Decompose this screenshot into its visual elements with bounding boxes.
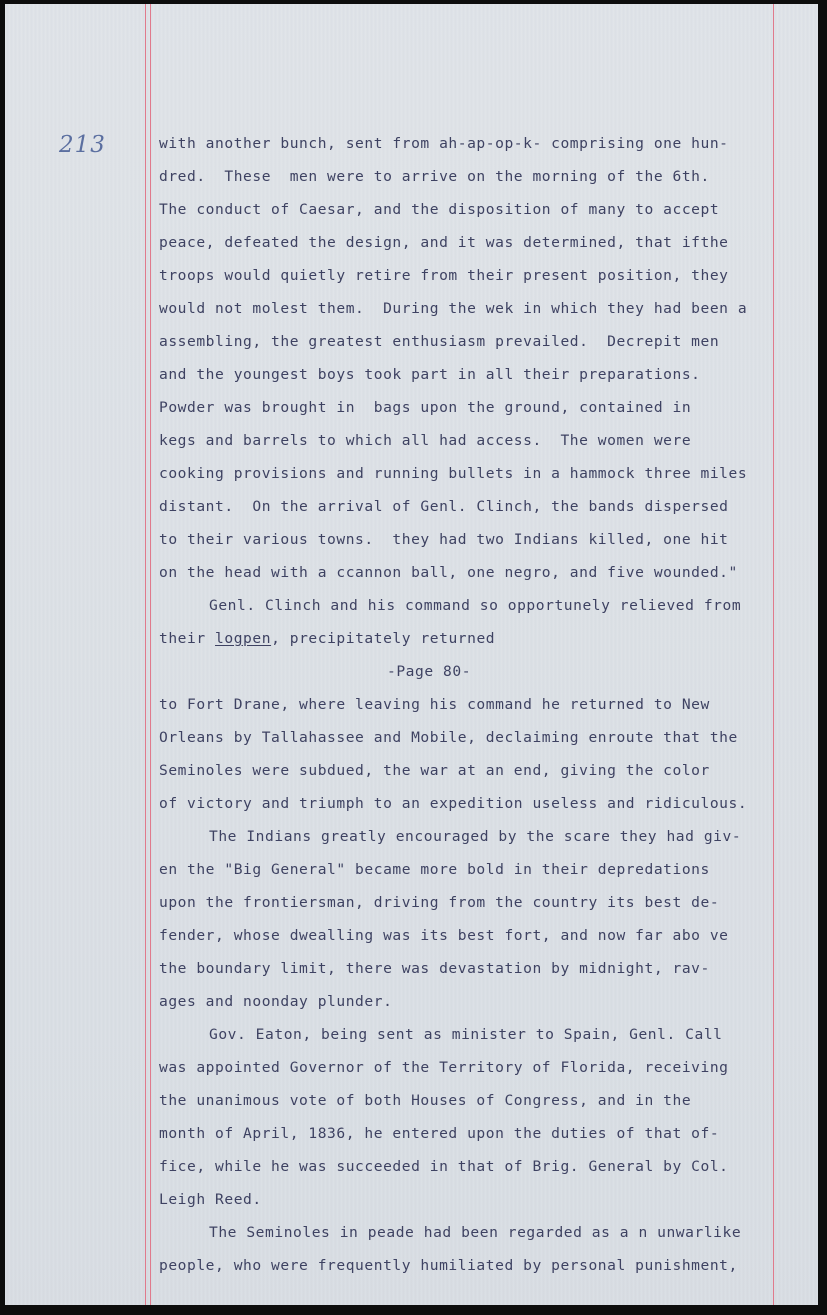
text-line: kegs and barrels to which all had access. The women were [159, 432, 692, 449]
text-line: was appointed Governor of the Territory of Florida, receiving [159, 1059, 729, 1076]
text-line: Orleans by Tallahassee and Mobile, declaiming enroute that the [159, 729, 738, 746]
text-line: Genl. Clinch and his command so opportunely relieved from [209, 597, 742, 614]
handwritten-page-number: 213 [59, 132, 106, 158]
text-line: The conduct of Caesar, and the disposition of many to accept [159, 201, 720, 218]
text-line: the boundary limit, there was devastation by midnight, rav- [159, 960, 710, 977]
text-line: The Seminoles in peade had been regarded as a n unwarlike [209, 1224, 742, 1241]
typewritten-page [5, 4, 818, 1305]
text-line: The Indians greatly encouraged by the scare they had giv- [209, 828, 742, 845]
text-line: would not molest them. During the wek in which they had been a [159, 300, 748, 317]
page-marker: -Page 80- [387, 663, 472, 680]
right-margin-rule [773, 4, 774, 1305]
text-line: upon the frontiersman, driving from the country its best de- [159, 894, 720, 911]
text-line: ages and noonday plunder. [159, 993, 393, 1010]
text-line: assembling, the greatest enthusiasm prevailed. Decrepit men [159, 333, 720, 350]
text-line: peace, defeated the design, and it was determined, that ifthe [159, 234, 729, 251]
text-line: month of April, 1836, he entered upon the duties of that of- [159, 1125, 720, 1142]
text-line: their logpen, precipitately returned [159, 630, 496, 647]
text-line: of victory and triumph to an expedition useless and ridiculous. [159, 795, 748, 812]
left-margin-rule-inner [150, 4, 151, 1305]
text-line: Seminoles were subdued, the war at an end, giving the color [159, 762, 710, 779]
text-line: fice, while he was succeeded in that of Brig. General by Col. [159, 1158, 729, 1175]
text-line: to their various towns. they had two Indians killed, one hit [159, 531, 729, 548]
text-line: with another bunch, sent from ah-ap-op-k- comprising one hun- [159, 135, 729, 152]
left-margin-rule [145, 4, 146, 1305]
text-line: distant. On the arrival of Genl. Clinch, the bands dispersed [159, 498, 729, 515]
text-line: dred. These men were to arrive on the morning of the 6th. [159, 168, 710, 185]
text-line: Leigh Reed. [159, 1191, 262, 1208]
text-line: fender, whose dwealling was its best fort, and now far abo ve [159, 927, 729, 944]
text-line: troops would quietly retire from their present position, they [159, 267, 729, 284]
text-line: Gov. Eaton, being sent as minister to Spain, Genl. Call [209, 1026, 723, 1043]
text-line: on the head with a ccannon ball, one negro, and five wounded." [159, 564, 738, 581]
text-line: cooking provisions and running bullets in a hammock three miles [159, 465, 748, 482]
text-line: the unanimous vote of both Houses of Congress, and in the [159, 1092, 692, 1109]
text-line: to Fort Drane, where leaving his command he returned to New [159, 696, 710, 713]
text-line: Powder was brought in bags upon the ground, contained in [159, 399, 692, 416]
text-line: people, who were frequently humiliated by personal punishment, [159, 1257, 738, 1274]
text-line: en the "Big General" became more bold in their depredations [159, 861, 710, 878]
text-line: and the youngest boys took part in all their preparations. [159, 366, 701, 383]
